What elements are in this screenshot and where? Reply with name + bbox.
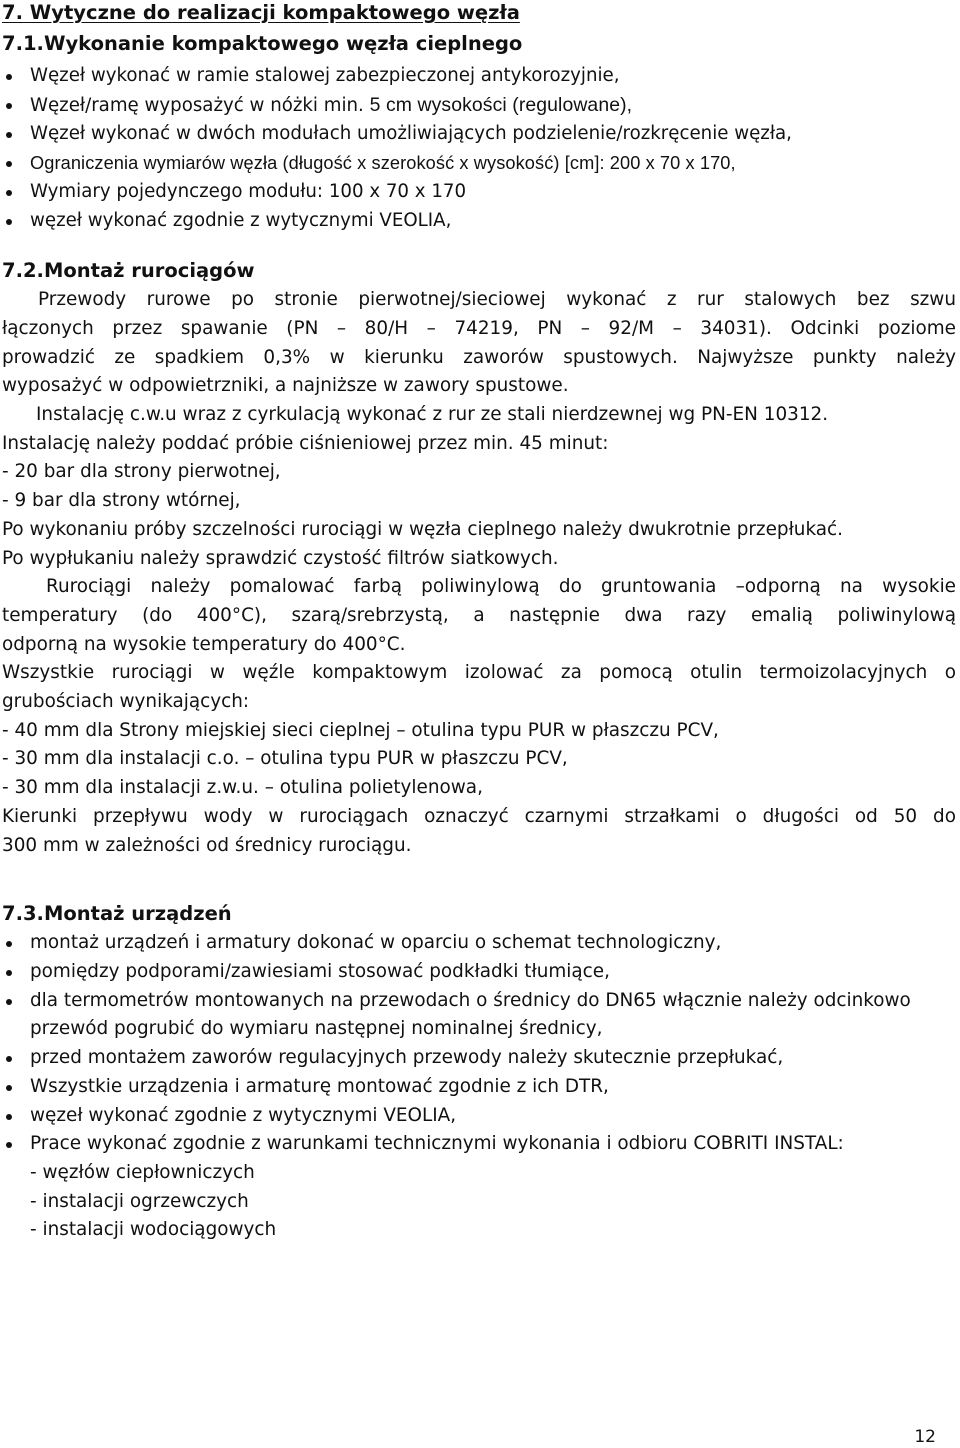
paragraph-line: - 9 bar dla strony wtórnej, (2, 490, 241, 512)
sublist-item: - instalacji wodociągowych (30, 1219, 277, 1241)
paragraph-line: prowadzić ze spadkiem 0,3% w kierunku zaworów spustowych. Najwyższe punkty należy (2, 346, 956, 368)
sublist-item: - instalacji ogrzewczych (30, 1190, 249, 1212)
list-item: przed montażem zaworów regulacyjnych przewody należy skutecznie przepłukać, (2, 1044, 956, 1073)
paragraph-line: 300 mm w zależności od średnicy rurociągu. (2, 834, 412, 856)
paragraph-line: - 30 mm dla instalacji z.w.u. – otulina polietylenowa, (2, 777, 483, 799)
paragraph-line: łączonych przez spawanie (PN – 80/H – 74219, PN – 92/M – 34031). Odcinki poziome (2, 317, 956, 339)
list-item: Prace wykonać zgodnie z warunkami technicznymi wykonania i odbioru COBRITI INSTAL: (2, 1130, 956, 1159)
section-7-1-list (2, 62, 956, 235)
paragraph-line: Wszystkie rurociągi w węźle kompaktowym izolować za pomocą otulin termoizolacyjnych o (2, 662, 956, 684)
paragraph-line: Po wykonaniu próby szczelności rurociągi w węzła cieplnego należy dwukrotnie przepłukać. (2, 518, 844, 540)
section-7-1-title: 7.1.Wykonanie kompaktowego węzła cieplnego (2, 32, 523, 55)
paragraph-line: Po wypłukaniu należy sprawdzić czystość filtrów siatkowych. (2, 547, 559, 569)
list-item (2, 91, 956, 121)
list-item: Wszystkie urządzenia i armaturę montować zgodnie z ich DTR, (2, 1073, 956, 1102)
section-7-2-body (2, 286, 956, 860)
list-item: dla termometrów montowanych na przewodach o średnicy do DN65 włącznie należy odcinkowo przewód pogrubić do wymiaru następnej nominalnej średnicy, (2, 987, 956, 1044)
list-item: Węzeł wykonać w ramie stalowej zabezpieczonej antykorozyjnie, (2, 62, 956, 91)
paragraph-line: Rurociągi należy pomalować farbą poliwinylową do gruntowania –odporną na wysokie (46, 576, 956, 598)
list-item: węzeł wykonać zgodnie z wytycznymi VEOLIA, (2, 1102, 956, 1131)
paragraph-line: Instalację c.w.u wraz z cyrkulacją wykonać z rur ze stali nierdzewnej wg PN-EN 10312. (36, 404, 829, 426)
list-item: montaż urządzeń i armatury dokonać w oparciu o schemat technologiczny, (2, 929, 956, 958)
page-number: 12 (914, 1427, 936, 1447)
list-item: Węzeł wykonać w dwóch modułach umożliwiających podzielenie/rozkręcenie węzła, (2, 120, 956, 149)
list-item: Ograniczenia wymiarów węzła (długość x szerokość x wysokość) [cm]: 200 x 70 x 170, (2, 149, 956, 178)
paragraph-line: temperatury (do 400°C), szarą/srebrzystą, a następnie dwa razy emalią poliwinylową (2, 604, 956, 626)
paragraph-line: Instalację należy poddać próbie ciśnieniowej przez min. 45 minut: (2, 432, 609, 454)
section-7-3-list (2, 929, 956, 1159)
paragraph-line: Przewody rurowe po stronie pierwotnej/sieciowej wykonać z rur stalowych bez szwu (38, 289, 956, 311)
section-7-title: 7. Wytyczne do realizacji kompaktowego węzła (2, 1, 520, 24)
section-7-3-sublist (2, 1159, 956, 1245)
list-item-text-tail: 5 cm wysokości (regulowane), (369, 93, 633, 116)
sublist-item: - węzłów ciepłowniczych (30, 1161, 255, 1183)
section-7-2-title: 7.2.Montaż rurociągów (2, 259, 255, 283)
paragraph-line: - 30 mm dla instalacji c.o. – otulina typu PUR w płaszczu PCV, (2, 748, 568, 770)
paragraph-line: wyposażyć w odpowietrzniki, a najniższe w zawory spustowe. (2, 375, 569, 397)
paragraph-line: Kierunki przepływu wody w rurociągach oznaczyć czarnymi strzałkami o długości od 50 do (2, 805, 956, 827)
paragraph-line: - 20 bar dla strony pierwotnej, (2, 461, 281, 483)
list-item: Wymiary pojedynczego modułu: 100 x 70 x 170 (2, 178, 956, 207)
paragraph-line: odporną na wysokie temperatury do 400°C. (2, 633, 406, 655)
section-7-3-title: 7.3.Montaż urządzeń (2, 902, 232, 926)
list-item-text: Węzeł/ramę wyposażyć w nóżki min. (30, 94, 370, 116)
paragraph-line: grubościach wynikających: (2, 691, 250, 713)
paragraph-line: - 40 mm dla Strony miejskiej sieci cieplnej – otulina typu PUR w płaszczu PCV, (2, 719, 719, 741)
list-item: węzeł wykonać zgodnie z wytycznymi VEOLIA, (2, 207, 956, 236)
list-item: pomiędzy podporami/zawiesiami stosować podkładki tłumiące, (2, 958, 956, 987)
